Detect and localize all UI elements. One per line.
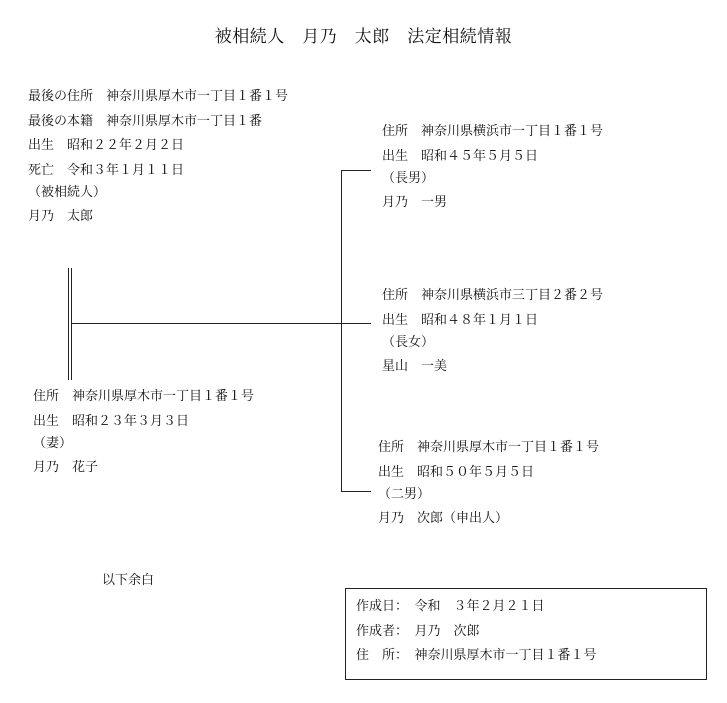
- child-birth: 出生 昭和５０年５月５日: [378, 465, 535, 480]
- spouse-birth: 出生 昭和２３年３月３日: [33, 414, 190, 429]
- children-connector-line: [341, 170, 342, 492]
- child-1-branch-line: [341, 170, 371, 171]
- child-relation: （長男）: [382, 171, 435, 186]
- document-title: 被相続人 月乃 太郎 法定相続情報: [214, 27, 513, 47]
- child-address: 住所 神奈川県厚木市一丁目１番１号: [378, 440, 600, 455]
- remainder-note: 以下余白: [102, 573, 155, 588]
- child-name: 星山 一美: [382, 359, 448, 374]
- decedent-relation: （被相続人）: [28, 185, 107, 200]
- creator: 作成者： 月乃 次郎: [356, 624, 480, 639]
- spouse-relation: （妻）: [33, 436, 73, 451]
- decedent-death: 死亡 令和３年１月１１日: [28, 163, 185, 178]
- child-relation: （長女）: [382, 335, 435, 350]
- child-birth: 出生 昭和４８年１月１日: [382, 313, 539, 328]
- child-3-branch-line: [341, 491, 371, 492]
- child-relation: （二男）: [378, 487, 431, 502]
- creator-address: 住 所： 神奈川県厚木市一丁目１番１号: [356, 648, 597, 663]
- marriage-line-left: [68, 268, 69, 380]
- descent-line: [71, 323, 371, 324]
- created-date: 作成日： 令和 ３年２月２１日: [356, 599, 545, 614]
- child-name: 月乃 一男: [382, 195, 448, 210]
- spouse-address: 住所 神奈川県厚木市一丁目１番１号: [33, 389, 255, 404]
- child-name: 月乃 次郎（申出人）: [378, 511, 509, 526]
- child-birth: 出生 昭和４５年５月５日: [382, 149, 539, 164]
- decedent-name: 月乃 太郎: [28, 209, 94, 224]
- marriage-line-right: [71, 268, 72, 380]
- preparer-info-box: [345, 588, 707, 680]
- decedent-birth: 出生 昭和２２年２月２日: [28, 138, 185, 153]
- child-address: 住所 神奈川県横浜市三丁目２番２号: [382, 288, 604, 303]
- decedent-last-domicile: 最後の本籍 神奈川県厚木市一丁目１番: [28, 114, 263, 129]
- child-address: 住所 神奈川県横浜市一丁目１番１号: [382, 124, 604, 139]
- decedent-last-address: 最後の住所 神奈川県厚木市一丁目１番１号: [28, 89, 289, 104]
- spouse-name: 月乃 花子: [33, 460, 99, 475]
